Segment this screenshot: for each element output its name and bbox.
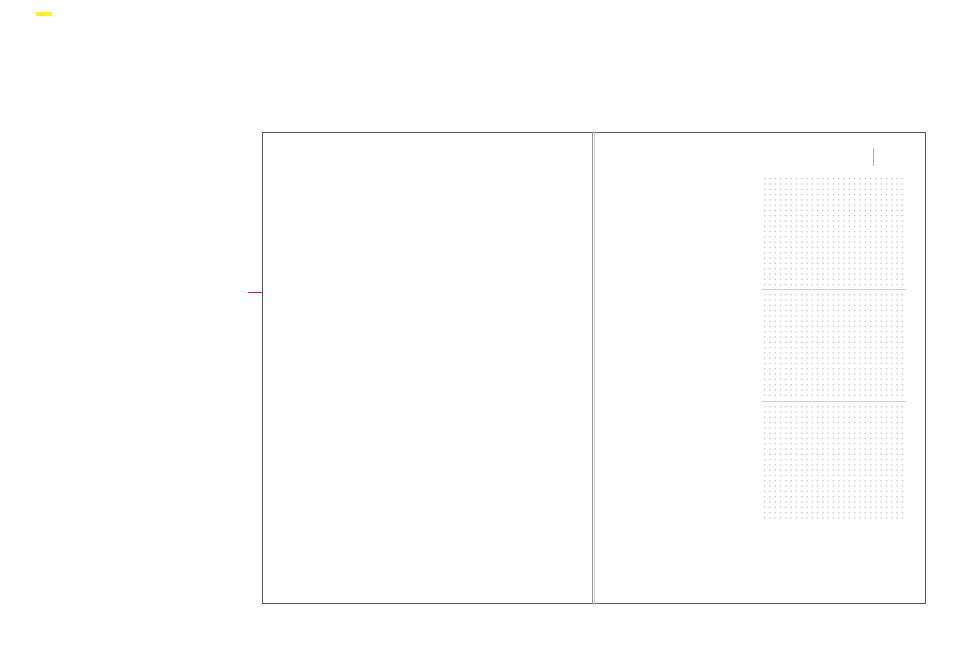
memo-grid-1 <box>762 176 906 286</box>
memo-grid-3 <box>762 404 906 522</box>
page-title <box>36 12 52 16</box>
memo-separator <box>762 401 906 402</box>
month-tabs <box>910 132 926 604</box>
planner-fold <box>592 132 595 604</box>
month-separator <box>873 148 874 166</box>
memo-separator <box>762 289 906 290</box>
memo-grid-2 <box>762 292 906 398</box>
